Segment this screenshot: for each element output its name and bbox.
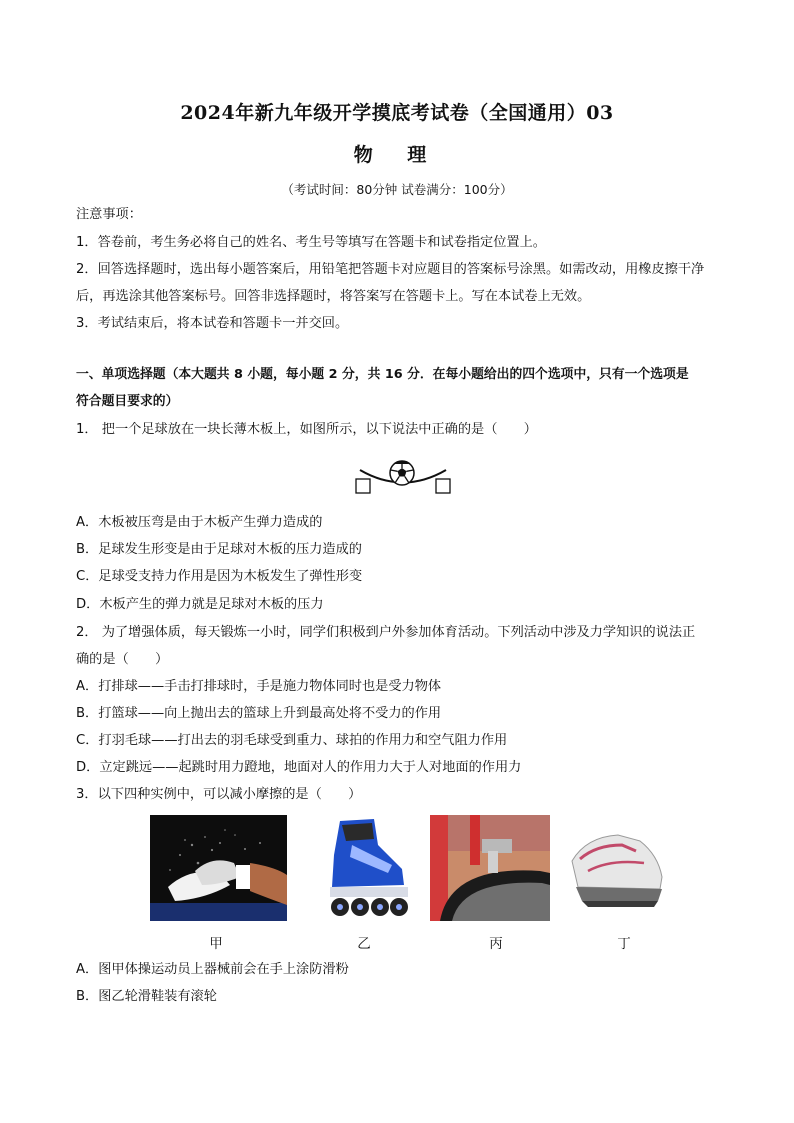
photo-caption: 甲	[209, 936, 223, 952]
photo-caption: 乙	[357, 936, 371, 952]
subject-title: 物 理	[353, 144, 441, 166]
question-1-option: A．木板被压弯是由于木板产生弹力造成的	[76, 515, 323, 530]
section-heading: 一、单项选择题（本大题共 8 小题，每小题 2 分，共 16 分．在每小题给出的四个选项中，只有一个选项是	[76, 367, 689, 382]
notice-item: 3．考试结束后，将本试卷和答题卡一并交回。	[76, 316, 349, 331]
question-2-option: C．打羽毛球——打出去的羽毛球受到重力、球拍的作用力和空气阻力作用	[76, 733, 508, 748]
exam-info: （考试时间：80分钟 试卷满分：100分）	[281, 182, 513, 197]
question-2-stem-cont: 确的是（ ）	[76, 652, 169, 667]
ball-on-board-figure	[350, 455, 460, 497]
question-2-stem: 2． 为了增强体质，每天锻炼一小时，同学们积极到户外参加体育活动。下列活动中涉及力学知识的说法正	[76, 625, 696, 640]
notice-item: 2．回答选择题时，选出每小题答案后，用铅笔把答题卡对应题目的答案标号涂黑。如需改动，用橡皮擦干净	[76, 262, 705, 277]
inline-skate-photo	[312, 815, 417, 921]
sneaker-photo	[566, 815, 668, 921]
question-3-option: B．图乙轮滑鞋装有滚轮	[76, 989, 217, 1004]
question-1-option: C．足球受支持力作用是因为木板发生了弹性形变	[76, 569, 363, 584]
question-2-option: A．打排球——手击打排球时，手是施力物体同时也是受力物体	[76, 679, 442, 694]
question-3-option: A．图甲体操运动员上器械前会在手上涂防滑粉	[76, 962, 349, 977]
section-heading-cont: 符合题目要求的）	[76, 394, 179, 409]
right-support-block	[436, 479, 450, 493]
bicycle-brake-photo	[430, 815, 550, 921]
question-3-stem: 3．以下四种实例中，可以减小摩擦的是（ ）	[76, 787, 362, 802]
page-title: 2024年新九年级开学摸底考试卷（全国通用）03	[180, 102, 614, 124]
question-1-stem: 1． 把一个足球放在一块长薄木板上，如图所示，以下说法中正确的是（ ）	[76, 422, 537, 437]
photo-caption: 丙	[489, 936, 503, 952]
question-2-option: B．打篮球——向上抛出去的篮球上升到最高处将不受力的作用	[76, 706, 442, 721]
question-1-option: B．足球发生形变是由于足球对木板的压力造成的	[76, 542, 362, 557]
photo-caption: 丁	[617, 936, 631, 952]
question-2-option: D．立定跳远——起跳时用力蹬地，地面对人的作用力大于人对地面的作用力	[76, 760, 522, 775]
football-icon	[390, 461, 414, 485]
chalk-hands-photo	[150, 815, 287, 921]
notice-item: 后，再选涂其他答案标号。回答非选择题时，将答案写在答题卡上。写在本试卷上无效。	[76, 289, 591, 304]
notice-item: 1．答卷前，考生务必将自己的姓名、考生号等填写在答题卡和试卷指定位置上。	[76, 235, 546, 250]
left-support-block	[356, 479, 370, 493]
notice-heading: 注意事项：	[76, 207, 142, 222]
question-1-option: D．木板产生的弹力就是足球对木板的压力	[76, 597, 324, 612]
